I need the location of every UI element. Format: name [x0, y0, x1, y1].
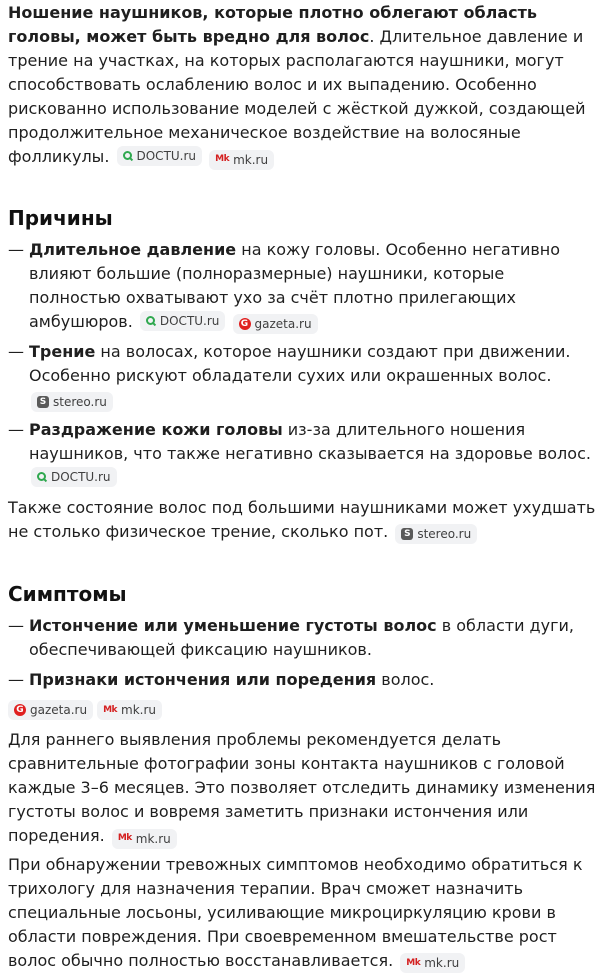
stereo-icon: S: [37, 396, 49, 408]
source-chip-gazeta[interactable]: [8, 700, 93, 720]
stereo-icon: S: [401, 528, 413, 540]
list-dash: —: [8, 668, 24, 692]
doctu-icon: [146, 316, 156, 326]
item-bold: Признаки истончения или поредения: [29, 670, 376, 689]
source-label: gazeta.ru: [255, 314, 312, 334]
source-label: DOCTU.ru: [51, 467, 111, 487]
mk-icon: Mk: [103, 705, 117, 716]
gazeta-icon: G: [14, 704, 26, 716]
list-dash: —: [8, 238, 24, 262]
source-label: stereo.ru: [417, 524, 471, 544]
list-dash: —: [8, 418, 24, 442]
mk-icon: Mk: [406, 958, 420, 969]
source-chip-mk[interactable]: [209, 150, 274, 170]
item-text: из-за длительного ношения наушников, что также негативно сказывается на здоровье волос.: [29, 420, 591, 463]
gazeta-icon: G: [239, 318, 251, 330]
item-bold: Истончение или уменьшение густоты волос: [29, 616, 437, 635]
source-chip-doctu[interactable]: [31, 467, 117, 487]
source-label: mk.ru: [136, 829, 171, 849]
source-label: DOCTU.ru: [160, 311, 220, 331]
item-text: на кожу головы. Особенно негативно влияют большие (полноразмерные) наушники, которые полностью охватывают ухо за счёт плотно прилегающих амбушюров.: [29, 240, 560, 331]
early-detection-paragraph: [8, 728, 601, 849]
causes-item-irritation: [8, 418, 601, 490]
source-chip-doctu[interactable]: [117, 146, 203, 166]
item-bold: Раздражение кожи головы: [29, 420, 283, 439]
source-label: stereo.ru: [53, 392, 107, 412]
item-text: в области дуги, обеспечивающей фиксацию наушников.: [29, 616, 574, 659]
intro-text: . Длительное давление и трение на участках, на которых располагаются наушники, могут способствовать ослаблению волос и их выпадению. Особенно рискованно использование моделей с жёсткой дужкой, создающей продолжительное механическое воздействие на волосяные фолликулы.: [8, 27, 585, 166]
symptoms-heading: Симптомы: [8, 582, 601, 606]
list-dash: —: [8, 340, 24, 364]
source-label: mk.ru: [424, 953, 459, 973]
list-dash: —: [8, 614, 24, 638]
mk-icon: Mk: [215, 154, 229, 165]
item-bold: Длительное давление: [29, 240, 236, 259]
source-label: mk.ru: [121, 700, 156, 720]
source-chip-stereo[interactable]: [31, 392, 113, 412]
symptoms-sources: [8, 698, 601, 721]
symptoms-item-thinning: [8, 614, 601, 662]
source-chip-mk[interactable]: [97, 700, 162, 720]
intro-bold: Ношение наушников, которые плотно облегают область головы, может быть вредно для волос: [8, 3, 537, 46]
symptoms-item-signs: [8, 668, 601, 692]
causes-item-friction: [8, 340, 601, 412]
source-chip-stereo[interactable]: [395, 524, 477, 544]
causes-item-pressure: [8, 238, 601, 334]
article: [0, 1, 601, 973]
treatment-paragraph: [8, 853, 601, 973]
paragraph-text: Для раннего выявления проблемы рекомендуется делать сравнительные фотографии зоны контакта наушников с головой каждые 3–6 месяцев. Это позволяет отследить динамику изменения густоты волос и вовремя заметить признаки истончения или поредения.: [8, 730, 595, 845]
sweat-paragraph: [8, 496, 601, 544]
doctu-icon: [123, 151, 133, 161]
item-bold: Трение: [29, 342, 95, 361]
source-label: gazeta.ru: [30, 700, 87, 720]
paragraph-text: Также состояние волос под большими наушниками может ухудшать не столько физическое трение, сколько пот.: [8, 498, 595, 541]
mk-icon: Mk: [118, 833, 132, 844]
item-text: на волосах, которое наушники создают при движении. Особенно рискуют обладатели сухих или окрашенных волос.: [29, 342, 571, 385]
item-text: волос.: [376, 670, 434, 689]
source-label: mk.ru: [233, 150, 268, 170]
source-chip-doctu[interactable]: [140, 311, 226, 331]
source-chip-mk[interactable]: [112, 829, 177, 849]
causes-heading: Причины: [8, 206, 601, 230]
paragraph-text: При обнаружении тревожных симптомов необходимо обратиться к трихологу для назначения терапии. Врач сможет назначить специальные лосьоны, усиливающие микроциркуляцию крови в области повреждения. При своевременном вмешательстве рост волос обычно полностью восстанавливается.: [8, 855, 583, 970]
source-chip-gazeta[interactable]: [233, 314, 318, 334]
doctu-icon: [37, 472, 47, 482]
source-label: DOCTU.ru: [137, 146, 197, 166]
intro-paragraph: [8, 1, 601, 170]
source-chip-mk[interactable]: [400, 953, 465, 973]
